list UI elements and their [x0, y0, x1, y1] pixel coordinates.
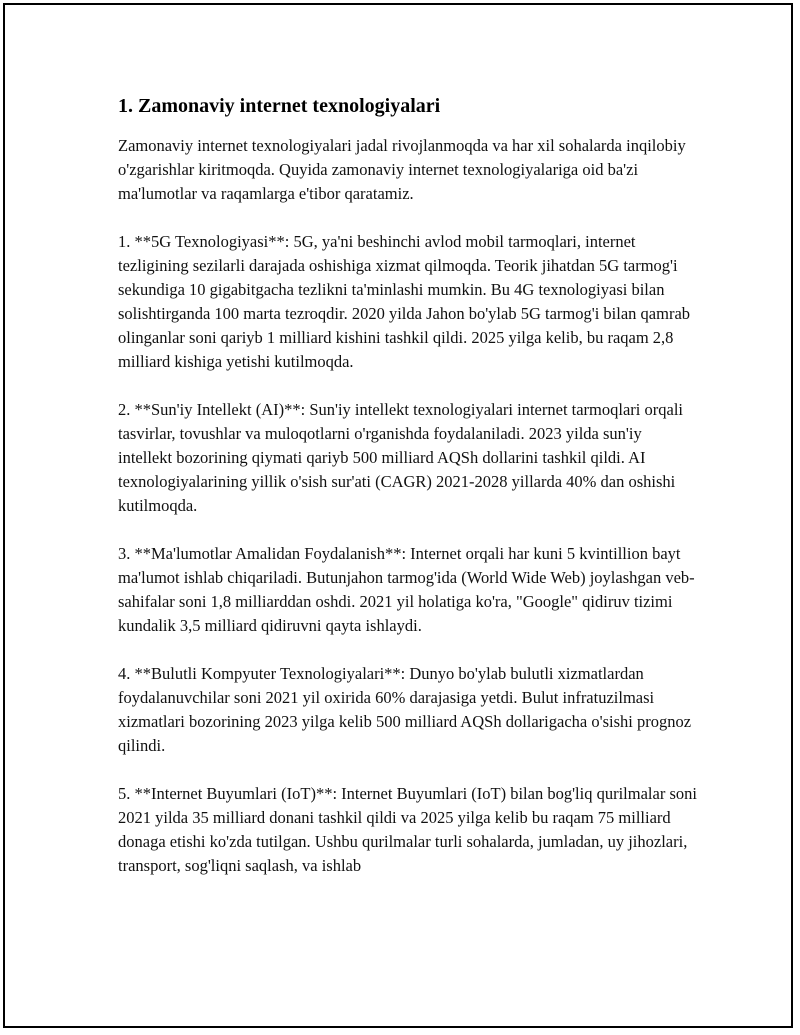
paragraph-ai: 2. **Sun'iy Intellekt (AI)**: Sun'iy intellekt texnologiyalari internet tarmoqlari orqali tasvirlar, tovushlar va muloqotlarni o'rganishda foydalaniladi. 2023 yilda sun'iy intellekt bozorining qiymati qariyb 500 milliard AQSh dollarini tashkil qildi. AI texnologiyalarining yillik o'sish sur'ati (CAGR) 2021-2028 yillarda 40% dan oshishi kutilmoqda. — [118, 400, 683, 515]
paragraph-cloud: 4. **Bulutli Kompyuter Texnologiyalari**: Dunyo bo'ylab bulutli xizmatlardan foydalanuvchilar soni 2021 yil oxirida 60% darajasiga yetdi. Bulut infratuzilmasi xizmatlari bozorining 2023 yilga kelib 500 milliard AQSh dollarigacha o'sishi prognoz qilindi. — [118, 664, 692, 755]
paragraph-5g: 1. **5G Texnologiyasi**: 5G, ya'ni beshinchi avlod mobil tarmoqlari, internet tezligining sezilarli darajada oshishiga xizmat qilmoqda. Teorik jihatdan 5G tarmog'i sekundiga 10 gigabitgacha tezlikni ta'minlashi mumkin. Bu 4G texnologiyasi bilan solishtirganda 100 marta tezroqdir. 2020 yilda Jahon bo'ylab 5G tarmog'i bilan qamrab olinganlar soni qariyb 1 milliard kishini tashkil qildi. 2025 yilga kelib, bu raqam 2,8 milliard kishiga yetishi kutilmoqda. — [118, 232, 691, 371]
paragraph-data-usage: 3. **Ma'lumotlar Amalidan Foydalanish**: Internet orqali har kuni 5 kvintillion bayt ma'lumot ishlab chiqariladi. Butunjahon tarmog'ida (World Wide Web) joylashgan veb-sahifalar soni 1,8 milliarddan oshdi. 2021 yil holatiga ko'ra, "Google" qidiruv tizimi kundalik 3,5 milliard qidiruvni qayta ishlaydi. — [118, 544, 695, 635]
section-heading: 1. Zamonaviy internet texnologiyalari — [118, 95, 441, 117]
paragraph-iot: 5. **Internet Buyumlari (IoT)**: Internet Buyumlari (IoT) bilan bog'liq qurilmalar soni 2021 yilda 35 milliard donani tashkil qildi va 2025 yilga kelib bu raqam 75 milliard donaga etishi ko'zda tutilgan. Ushbu qurilmalar turli sohalarda, jumladan, uy jihozlari, transport, sog'liqni saqlash, va ishlab — [118, 784, 697, 875]
intro-paragraph: Zamonaviy internet texnologiyalari jadal rivojlanmoqda va har xil sohalarda inqilobiy o'zgarishlar kiritmoqda. Quyida zamonaviy internet texnologiyalariga oid ba'zi ma'lumotlar va raqamlarga e'tibor qaratamiz. — [118, 136, 686, 203]
document-body — [118, 92, 698, 902]
